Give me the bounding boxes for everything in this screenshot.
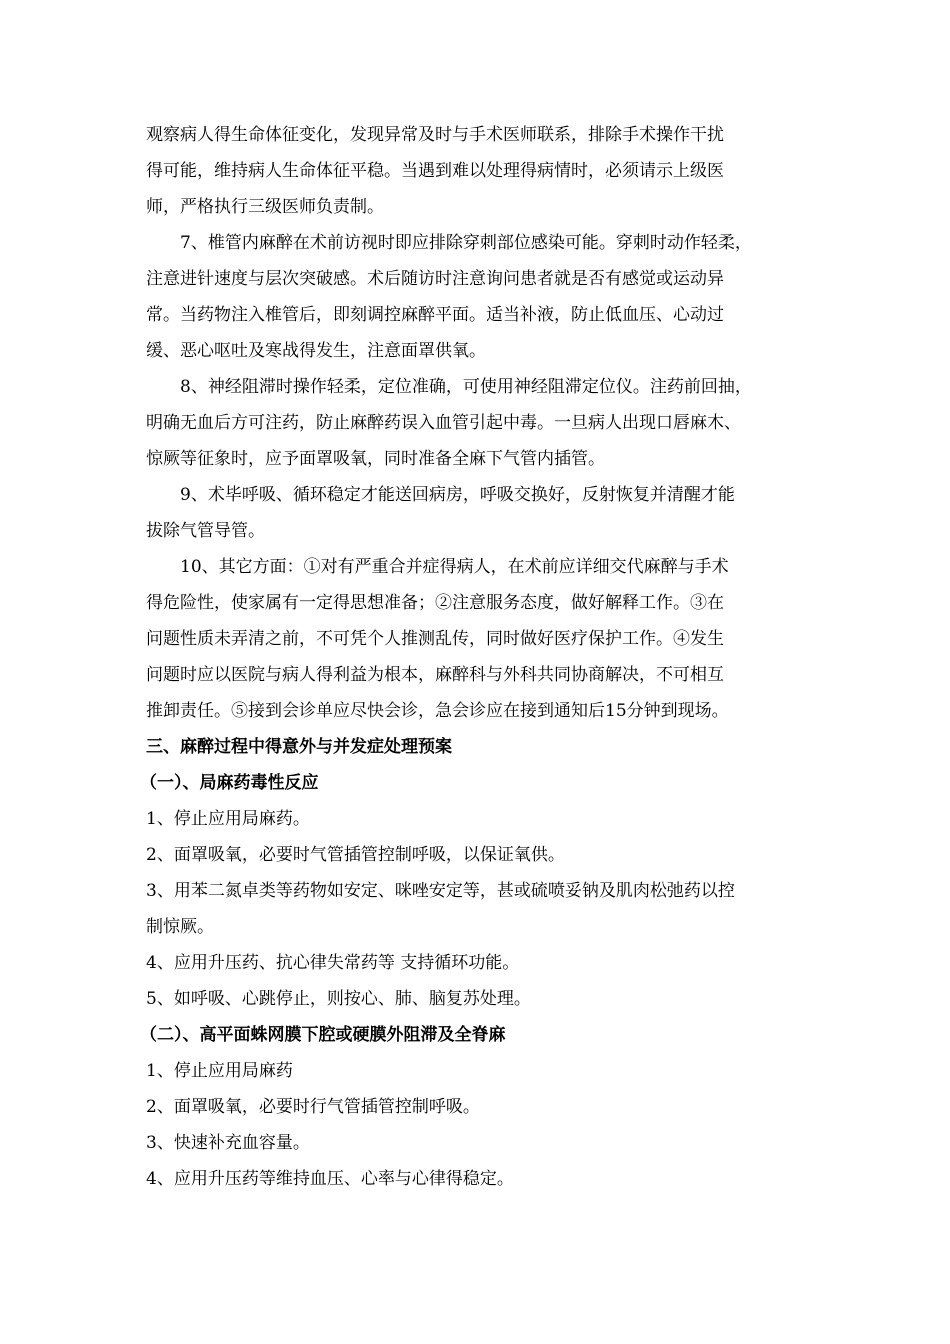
paragraph-line: 常。当药物注入椎管后，即刻调控麻醉平面。适当补液，防止低血压、心动过 <box>146 305 724 325</box>
list-item: 3、用苯二氮卓类等药物如安定、咪唑安定等，甚或硫喷妥钠及肌肉松弛药以控 <box>146 881 735 901</box>
paragraph-line: 8、神经阻滞时操作轻柔，定位准确，可使用神经阻滞定位仪。注药前回抽， <box>180 377 752 397</box>
list-item: 4、应用升压药等维持血压、心率与心律得稳定。 <box>146 1169 514 1189</box>
list-item: 制惊厥。 <box>146 917 214 937</box>
list-item: 1、停止应用局麻药 <box>146 1061 293 1081</box>
paragraph-line: 拔除气管导管。 <box>146 521 265 541</box>
paragraph-line: 问题性质未弄清之前，不可凭个人推测乱传，同时做好医疗保护工作。④发生 <box>146 629 724 649</box>
paragraph-line: 师，严格执行三级医师负责制。 <box>146 197 384 217</box>
subsection-heading: （一）、局麻药毒性反应 <box>140 773 319 793</box>
paragraph-line: 10、其它方面：①对有严重合并症得病人，在术前应详细交代麻醉与手术 <box>180 557 729 577</box>
list-item: 2、面罩吸氧，必要时气管插管控制呼吸，以保证氧供。 <box>146 845 565 865</box>
section-heading: 三、麻醉过程中得意外与并发症处理预案 <box>146 737 452 757</box>
paragraph-line: 观察病人得生命体征变化，发现异常及时与手术医师联系，排除手术操作干扰 <box>146 125 724 145</box>
list-item: 2、面罩吸氧，必要时行气管插管控制呼吸。 <box>146 1097 480 1117</box>
list-item: 1、停止应用局麻药。 <box>146 809 310 829</box>
paragraph-line: 明确无血后方可注药，防止麻醉药误入血管引起中毒。一旦病人出现口唇麻木、 <box>146 413 741 433</box>
paragraph-line: 惊厥等征象时，应予面罩吸氧，同时准备全麻下气管内插管。 <box>146 449 605 469</box>
paragraph-line: 推卸责任。⑤接到会诊单应尽快会诊，急会诊应在接到通知后15分钟到现场。 <box>146 701 729 721</box>
paragraph-line: 问题时应以医院与病人得利益为根本，麻醉科与外科共同协商解决，不可相互 <box>146 665 724 685</box>
list-item: 5、如呼吸、心跳停止，则按心、肺、脑复苏处理。 <box>146 989 531 1009</box>
subsection-heading: （二）、高平面蛛网膜下腔或硬膜外阻滞及全脊麻 <box>140 1025 506 1045</box>
paragraph-line: 得危险性，使家属有一定得思想准备；②注意服务态度，做好解释工作。③在 <box>146 593 724 613</box>
list-item: 4、应用升压药、抗心律失常药等 支持循环功能。 <box>146 953 520 973</box>
list-item: 3、快速补充血容量。 <box>146 1133 310 1153</box>
paragraph-line: 缓、恶心呕吐及寒战得发生，注意面罩供氧。 <box>146 341 486 361</box>
paragraph-line: 得可能，维持病人生命体征平稳。当遇到难以处理得病情时，必须请示上级医 <box>146 161 724 181</box>
paragraph-line: 7、椎管内麻醉在术前访视时即应排除穿刺部位感染可能。穿刺时动作轻柔， <box>180 233 752 253</box>
paragraph-line: 9、术毕呼吸、循环稳定才能送回病房，呼吸交换好，反射恢复并清醒才能 <box>180 485 735 505</box>
paragraph-line: 注意进针速度与层次突破感。术后随访时注意询问患者就是否有感觉或运动异 <box>146 269 724 289</box>
